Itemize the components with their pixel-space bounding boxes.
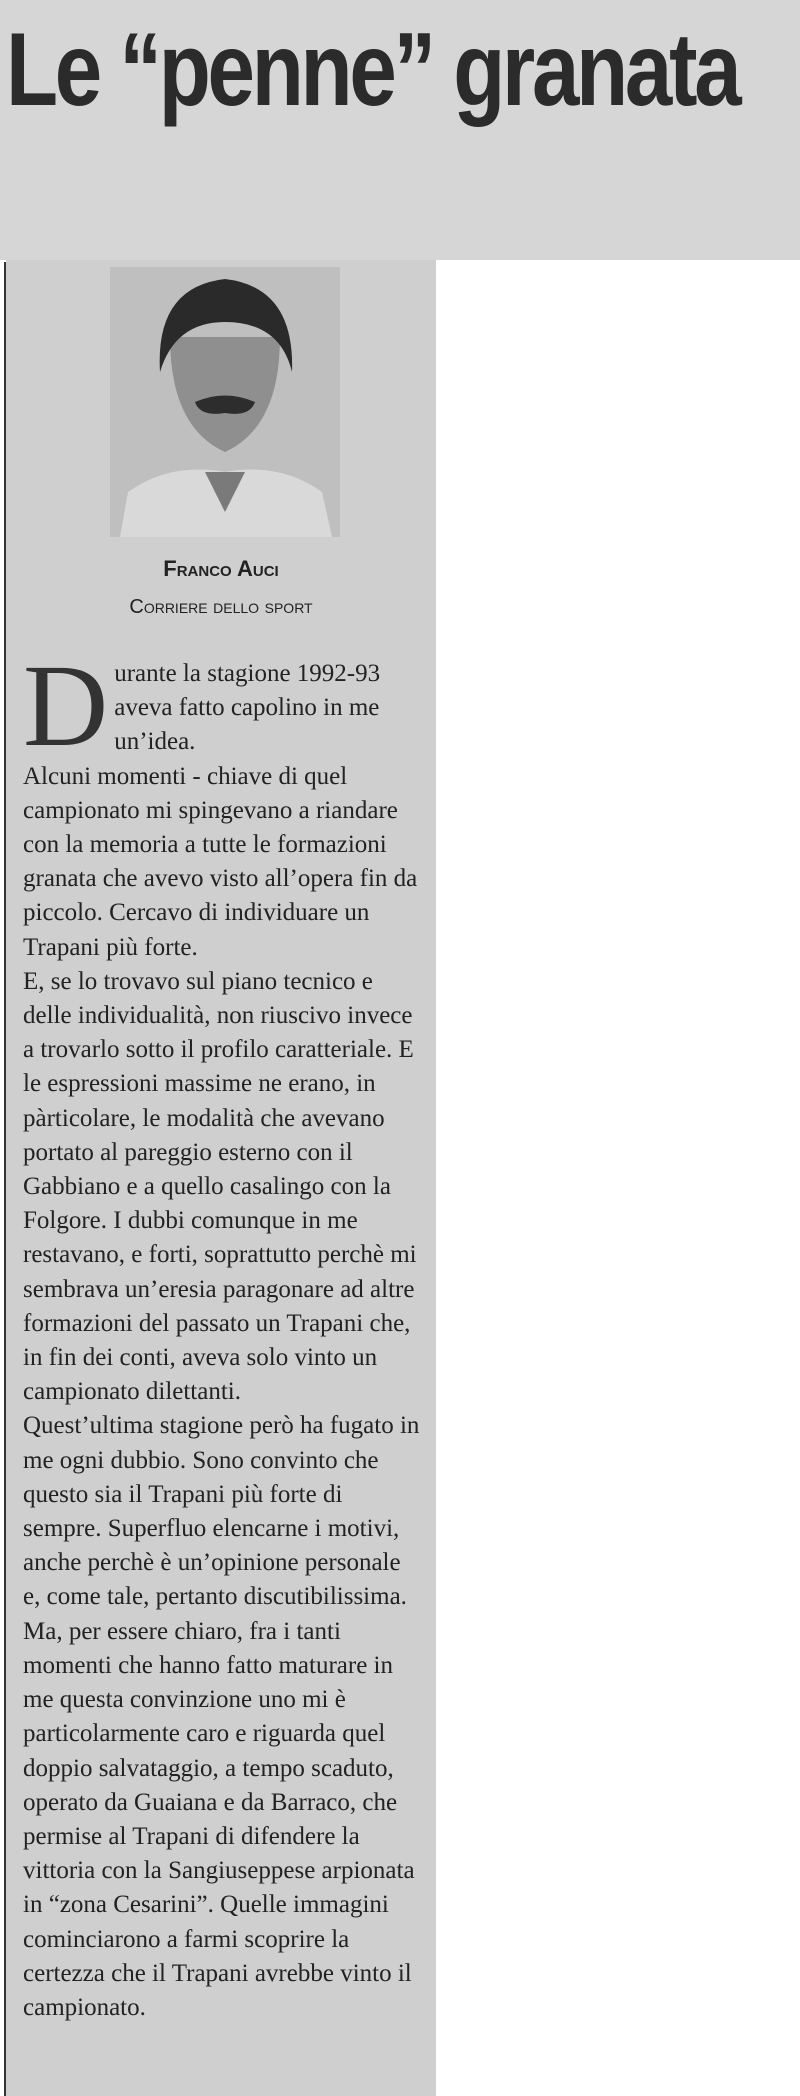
author-name: Franco Auci [163,556,279,581]
article-title: Le “penne” granata [6,12,739,128]
paragraph-4: Quest’ultima stagione però ha fugato in me ogni dubbio. Sono convinto che questo sia il Trapani più forte di sempre. Superfluo elencarne i motivi, anche perchè è un’opinione personale e, come tale, pertanto discutibilissima. Ma, per essere chiaro, fra i tanti momenti che hanno fatto maturare in me questa convinzione uno mi è particolarmente caro e riguarda quel doppio salvataggio, a tempo scaduto, operato da Guaiana e da Barraco, che permise al Trapani di difendere la vittoria con la Sangiuseppese arpionata in “zona Cesarini”. Quelle immagini cominciarono a farmi scoprire la certezza che il Trapani avrebbe vinto il campionato. [23,1412,420,2021]
author-outlet: Corriere dello sport [129,596,313,618]
article-body [23,640,423,2025]
author-photo [110,267,340,537]
drop-cap: D [23,640,109,771]
paragraph-1 [23,640,423,771]
title-band [0,0,800,260]
paragraph-2: Alcuni momenti - chiave di quel campionato mi spingevano a riandare con la memoria a tutte le formazioni granata che avevo visto all’opera fin da piccolo. Cercavo di individuare un Trapani più forte. [23,762,418,961]
paragraph-text: urante la stagione 1992-93 aveva fatto capolino in me un’idea. [114,660,381,756]
paragraph-3: E, se lo trovavo sul piano tecnico e delle individualità, non riuscivo invece a trovarlo sotto il profilo caratteriale. E le espressioni massime ne erano, in pàrticolare, le modalità che avevano portato al pareggio esterno con il Gabbiano e a quello casalingo con la Folgore. I dubbi comunque in me restavano, e forti, soprattutto perchè mi sembrava un’eresia paragonare ad altre formazioni del passato un Trapani che, in fin dei conti, aveva solo vinto un campionato dilettanti. [23,967,417,1406]
